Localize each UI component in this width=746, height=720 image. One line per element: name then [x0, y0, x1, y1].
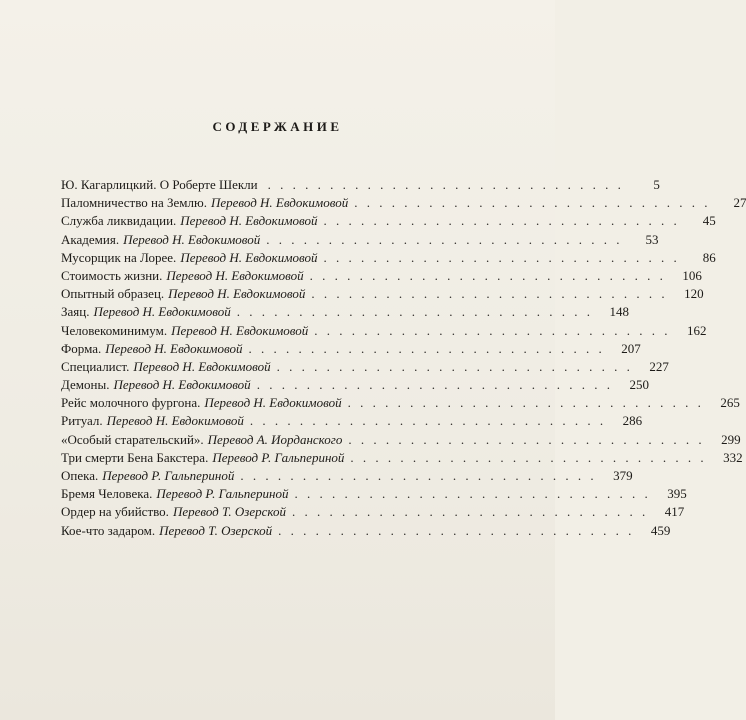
dot-leader: . . . . . . . . . . . . . . . . . . . . . . . . . . . . .	[278, 522, 635, 538]
entry-title: Академия.	[61, 231, 120, 247]
toc-entry	[61, 231, 659, 249]
entry-title: «Особый старательский».	[61, 431, 204, 447]
dot-leader: . . . . . . . . . . . . . . . . . . . . . . . . . . . . .	[248, 340, 605, 356]
entry-title: Ю. Кагарлицкий. О Роберте Шекли	[61, 177, 258, 192]
toc-entry	[61, 249, 716, 267]
entry-page-number: 250	[629, 377, 649, 393]
entry-title: Стоимость жизни.	[61, 267, 163, 283]
dot-leader: . . . . . . . . . . . . . . . . . . . . . . . . . . . . .	[311, 286, 668, 302]
entry-page-number: 379	[613, 468, 633, 483]
toc-entry	[61, 285, 704, 303]
entry-translator: Перевод Н. Евдокимовой	[105, 340, 243, 356]
toc-entry	[61, 322, 707, 340]
entry-translator: Перевод Н. Евдокимовой	[171, 322, 309, 338]
dot-leader: . . . . . . . . . . . . . . . . . . . . . . . . . . . . .	[276, 358, 633, 374]
entry-page-number: 207	[621, 340, 641, 356]
entry-translator: Перевод Н. Евдокимовой	[204, 395, 342, 411]
dot-leader: . . . . . . . . . . . . . . . . . . . . . . . . . . . . .	[266, 231, 623, 247]
entry-translator: Перевод Н. Евдокимовой	[168, 286, 306, 302]
table-of-contents	[61, 176, 746, 540]
entry-page-number: 265	[720, 395, 740, 411]
entry-title: Кое-что задаром.	[61, 522, 156, 538]
entry-translator: Перевод Н. Евдокимовой	[133, 358, 271, 374]
dot-leader: . . . . . . . . . . . . . . . . . . . . . . . . . . . . .	[294, 486, 651, 502]
entry-title: Служба ликвидации.	[61, 213, 177, 229]
entry-page-number: 332	[723, 449, 743, 465]
toc-entry	[61, 431, 741, 449]
toc-entry	[61, 449, 743, 467]
toc-entry	[61, 176, 660, 194]
entry-title: Три смерти Бена Бакстера.	[61, 449, 209, 465]
entry-translator: Перевод Р. Гальпериной	[156, 486, 289, 502]
entry-page-number: 395	[667, 486, 687, 502]
entry-title: Специалист.	[61, 358, 130, 374]
dot-leader: . . . . . . . . . . . . . . . . . . . . . . . . . . . . .	[348, 431, 705, 447]
entry-title: Рейс молочного фургона.	[61, 395, 201, 411]
entry-page-number: 227	[649, 358, 669, 374]
entry-page-number: 120	[684, 286, 704, 302]
toc-entry	[61, 303, 629, 321]
toc-entry	[61, 194, 746, 212]
dot-leader: . . . . . . . . . . . . . . . . . . . . . . . . . . . . .	[292, 504, 649, 520]
entry-page-number: 45	[702, 213, 716, 229]
dot-leader: . . . . . . . . . . . . . . . . . . . . . . . . . . . . .	[314, 322, 671, 338]
entry-page-number: 106	[682, 267, 702, 283]
entry-page-number: 53	[645, 231, 659, 247]
entry-page-number: 5	[653, 177, 660, 192]
entry-page-number: 299	[721, 431, 741, 447]
entry-translator: Перевод Н. Евдокимовой	[123, 231, 261, 247]
entry-page-number: 162	[687, 322, 707, 338]
entry-title: Форма.	[61, 340, 102, 356]
entry-page-number: 86	[702, 249, 716, 265]
entry-translator: Перевод Р. Гальпериной	[102, 468, 235, 483]
entry-title: Заяц.	[61, 304, 90, 320]
entry-page-number: 459	[650, 522, 671, 538]
entry-title: Демоны.	[61, 377, 110, 393]
entry-page-number: 27	[733, 195, 746, 211]
entry-title: Бремя Человека.	[61, 486, 153, 502]
entry-translator: Перевод Р. Гальпериной	[212, 449, 345, 465]
entry-title: Опытный образец.	[61, 286, 165, 302]
dot-leader: . . . . . . . . . . . . . . . . . . . . . . . . . . . . .	[267, 177, 624, 192]
toc-entry	[61, 267, 702, 285]
entry-translator: Перевод Н. Евдокимовой	[106, 413, 244, 429]
dot-leader: . . . . . . . . . . . . . . . . . . . . . . . . . . . . .	[309, 267, 666, 283]
entry-page-number: 286	[622, 413, 643, 429]
entry-translator: Перевод Н. Евдокимовой	[180, 249, 318, 265]
entry-translator: Перевод Н. Евдокимовой	[210, 195, 349, 211]
entry-title: Ритуал.	[61, 413, 103, 429]
toc-entry	[61, 467, 633, 485]
entry-title: Опека.	[61, 468, 99, 483]
dot-leader: . . . . . . . . . . . . . . . . . . . . . . . . . . . . .	[354, 195, 711, 211]
dot-leader: . . . . . . . . . . . . . . . . . . . . . . . . . . . . .	[256, 377, 613, 393]
toc-entry	[61, 503, 685, 521]
entry-translator: Перевод А. Иорданского	[207, 431, 343, 447]
page-title: СОДЕРЖАНИЕ	[212, 119, 343, 134]
dot-leader: . . . . . . . . . . . . . . . . . . . . . . . . . . . . .	[236, 304, 593, 320]
toc-entry	[61, 522, 671, 540]
entry-translator: Перевод Н. Евдокимовой	[166, 267, 304, 283]
entry-translator: Перевод Т. Озерской	[172, 504, 286, 520]
dot-leader: . . . . . . . . . . . . . . . . . . . . . . . . . . . . .	[240, 468, 597, 483]
entry-title: Мусорщик на Лорее.	[61, 249, 177, 265]
entry-page-number: 148	[609, 304, 629, 320]
toc-entry	[61, 340, 641, 358]
entry-title: Паломничество на Землю.	[61, 195, 207, 211]
dot-leader: . . . . . . . . . . . . . . . . . . . . . . . . . . . . .	[323, 249, 680, 265]
entry-translator: Перевод Н. Евдокимовой	[180, 213, 318, 229]
toc-entry	[61, 412, 643, 430]
entry-translator: Перевод Н. Евдокимовой	[93, 304, 231, 320]
entry-translator: Перевод Т. Озерской	[159, 522, 273, 538]
dot-leader: . . . . . . . . . . . . . . . . . . . . . . . . . . . . .	[350, 449, 707, 465]
entry-title: Ордер на убийство.	[61, 504, 169, 520]
toc-entry	[61, 212, 716, 230]
toc-entry	[61, 485, 687, 503]
dot-leader: . . . . . . . . . . . . . . . . . . . . . . . . . . . . .	[249, 413, 607, 429]
toc-entry	[61, 394, 740, 412]
entry-title: Человекоминимум.	[61, 322, 168, 338]
toc-entry	[61, 376, 649, 394]
dot-leader: . . . . . . . . . . . . . . . . . . . . . . . . . . . . .	[323, 213, 680, 229]
toc-entry	[61, 358, 669, 376]
dot-leader: . . . . . . . . . . . . . . . . . . . . . . . . . . . . .	[347, 395, 704, 411]
entry-translator: Перевод Н. Евдокимовой	[113, 377, 251, 393]
entry-page-number: 417	[664, 504, 685, 520]
